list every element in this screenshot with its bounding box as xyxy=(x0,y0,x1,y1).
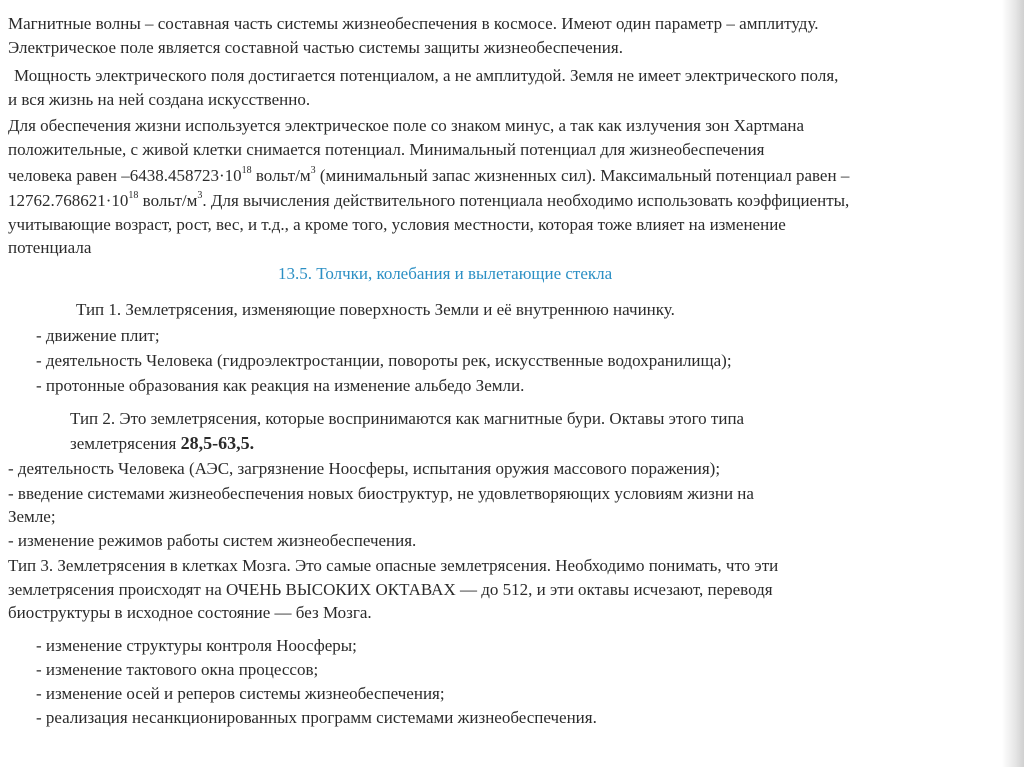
type3-line: Тип 3. Землетрясения в клетках Мозга. Это самые опасные землетрясения. Необходимо понимать, что эти xyxy=(8,556,779,575)
type3-line: землетрясения происходят на ОЧЕНЬ ВЫСОКИХ ОКТАВАХ — до 512, и эти октавы исчезают, переводя xyxy=(8,580,773,599)
type2-heading: Тип 2. Это землетрясения, которые воспринимаются как магнитные бури. Октавы этого типа xyxy=(70,409,745,428)
type2-item: Земле; xyxy=(8,507,56,526)
paragraph-line: потенциала xyxy=(8,238,92,257)
type3-item: - изменение структуры контроля Ноосферы; xyxy=(36,636,357,655)
type2-item: - деятельность Человека (АЭС, загрязнение Ноосферы, испытания оружия массового поражения); xyxy=(8,459,721,478)
type2-heading-prefix: землетрясения xyxy=(70,434,181,453)
type1-item: - протонные образования как реакция на изменение альбедо Земли. xyxy=(36,376,525,395)
min-potential-line xyxy=(8,166,849,186)
type2-item: - изменение режимов работы систем жизнеобеспечения. xyxy=(8,531,417,550)
min-potential-suffix: (минимальный запас жизненных сил). Максимальный потенциал равен – xyxy=(315,166,850,185)
type1-item: - движение плит; xyxy=(36,326,160,345)
page-edge-shadow xyxy=(1002,0,1024,767)
type3-item: - изменение тактового окна процессов; xyxy=(36,660,319,679)
octave-range: 28,5-63,5. xyxy=(180,433,255,453)
type1-item: - деятельность Человека (гидроэлектростанции, повороты рек, искусственные водохранилища); xyxy=(36,351,732,370)
paragraph-line: положительные, с живой клетки снимается потенциал. Минимальный потенциал для жизнеобеспечения xyxy=(8,140,765,159)
type3-line: биоструктуры в исходное состояние — без Мозга. xyxy=(8,603,372,622)
paragraph-line: Магнитные волны – составная часть системы жизнеобеспечения в космосе. Имеют один параметр – амплитуду. xyxy=(8,14,819,33)
max-potential-prefix: 12762.768621·10 xyxy=(8,191,129,210)
max-potential-suffix: . Для вычисления действительного потенциала необходимо использовать коэффициенты, xyxy=(202,191,850,210)
paragraph-line: Мощность электрического поля достигается потенциалом, а не амплитудой. Земля не имеет электрического поля, xyxy=(14,66,839,85)
max-potential-line xyxy=(8,191,849,211)
paragraph-line: Для обеспечения жизни используется электрическое поле со знаком минус, а так как излучения зон Хартмана xyxy=(8,116,805,135)
min-potential-prefix: человека равен –6438.458723·10 xyxy=(8,166,242,185)
paragraph-line: учитывающие возраст, рост, вес, и т.д., а кроме того, условия местности, которая тоже влияет на изменение xyxy=(8,215,786,234)
paragraph-line: Электрическое поле является составной частью системы защиты жизнеобеспечения. xyxy=(8,38,623,57)
max-potential-exponent: 18 xyxy=(128,190,139,202)
section-title: 13.5. Толчки, колебания и вылетающие стекла xyxy=(278,264,613,283)
type3-item: - изменение осей и реперов системы жизнеобеспечения; xyxy=(36,684,445,703)
min-potential-unit-exponent: 3 xyxy=(310,165,316,177)
min-potential-unit: вольт/м xyxy=(251,166,311,185)
type1-heading: Тип 1. Землетрясения, изменяющие поверхность Земли и её внутреннюю начинку. xyxy=(76,300,675,319)
min-potential-exponent: 18 xyxy=(241,165,252,177)
max-potential-unit-exponent: 3 xyxy=(197,190,203,202)
max-potential-unit: вольт/м xyxy=(138,191,198,210)
type2-heading-line2 xyxy=(70,433,254,454)
type3-item: - реализация несанкционированных программ системами жизнеобеспечения. xyxy=(36,708,597,727)
type2-item: - введение системами жизнеобеспечения новых биоструктур, не удовлетворяющих условиям жизни на xyxy=(8,484,754,503)
paragraph-line: и вся жизнь на ней создана искусственно. xyxy=(8,90,311,109)
